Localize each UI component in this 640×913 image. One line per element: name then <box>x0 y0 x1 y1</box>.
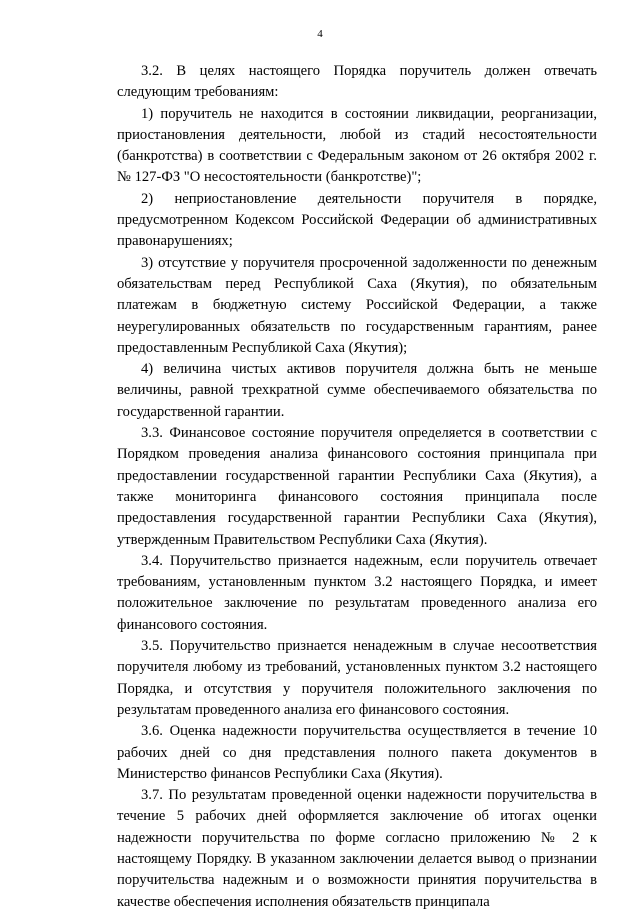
requirement-1: 1) поручитель не находится в состоянии ликвидации, реорганизации, приостановления деятельности, любой из стадий несостоятельности (банкротства) в соответствии с Федеральным законом от 26 октября 2002 г. № 127-ФЗ "О несостоятельности (банкротстве)"; <box>117 105 597 186</box>
paragraph-3-2: 3.2. В целях настоящего Порядка поручитель должен отвечать следующим требованиям: <box>117 63 597 101</box>
paragraph-3-6: 3.6. Оценка надежности поручительства осуществляется в течение 10 рабочих дней со дня представления полного пакета документов в Министерство финансов Республики Саха (Якутия). <box>117 723 597 782</box>
paragraph-3-5: 3.5. Поручительство признается ненадежным в случае несоответствия поручителя любому из требований, установленных пунктом 3.2 настоящего Порядка, и отсутствия у поручителя положительного заключения по результатам проведенного анализа его финансового состояния. <box>117 638 597 718</box>
requirement-3: 3) отсутствие у поручителя просроченной задолженности по денежным обязательствам перед Республикой Саха (Якутия), по обязательным платежам в бюджетную систему Российской Федерации, а также неурегулированных обязательств по государственным гарантиям, ранее предоставленным Республикой Саха (Якутия); <box>117 254 597 356</box>
page-number: 4 <box>317 28 323 40</box>
requirement-4: 4) величина чистых активов поручителя должна быть не меньше величины, равной трехкратной сумме обеспечиваемого обязательства по государственной гарантии. <box>117 361 597 420</box>
document-body <box>117 61 597 913</box>
paragraph-3-4: 3.4. Поручительство признается надежным, если поручитель отвечает требованиям, установленным пунктом 3.2 настоящего Порядка, и имеет положительное заключение по результатам проведенного анализа его финансового состояния. <box>117 552 597 633</box>
requirement-2: 2) неприостановление деятельности поручителя в порядке, предусмотренном Кодексом Российской Федерации об административных правонарушениях; <box>117 190 597 250</box>
paragraph-3-3: 3.3. Финансовое состояние поручителя определяется в соответствии с Порядком проведения анализа финансового состояния принципала при предоставлении государственной гарантии Республики Саха (Якутия), а также мониторинга финансового состояния принципала после предоставления государственной гарантии Республики Саха (Якутия), утвержденным Правительством Республики Саха (Якутия). <box>117 425 597 548</box>
paragraph-3-7: 3.7. По результатам проведенной оценки надежности поручительства в течение 5 рабочих дней оформляется заключение об итогах оценки надежности поручительства по форме согласно приложению № 2 к настоящему Порядку. В указанном заключении делается вывод о признании поручительства надежным и о возможности принятия поручительства в качестве обеспечения исполнения обязательств принципала <box>117 787 597 910</box>
